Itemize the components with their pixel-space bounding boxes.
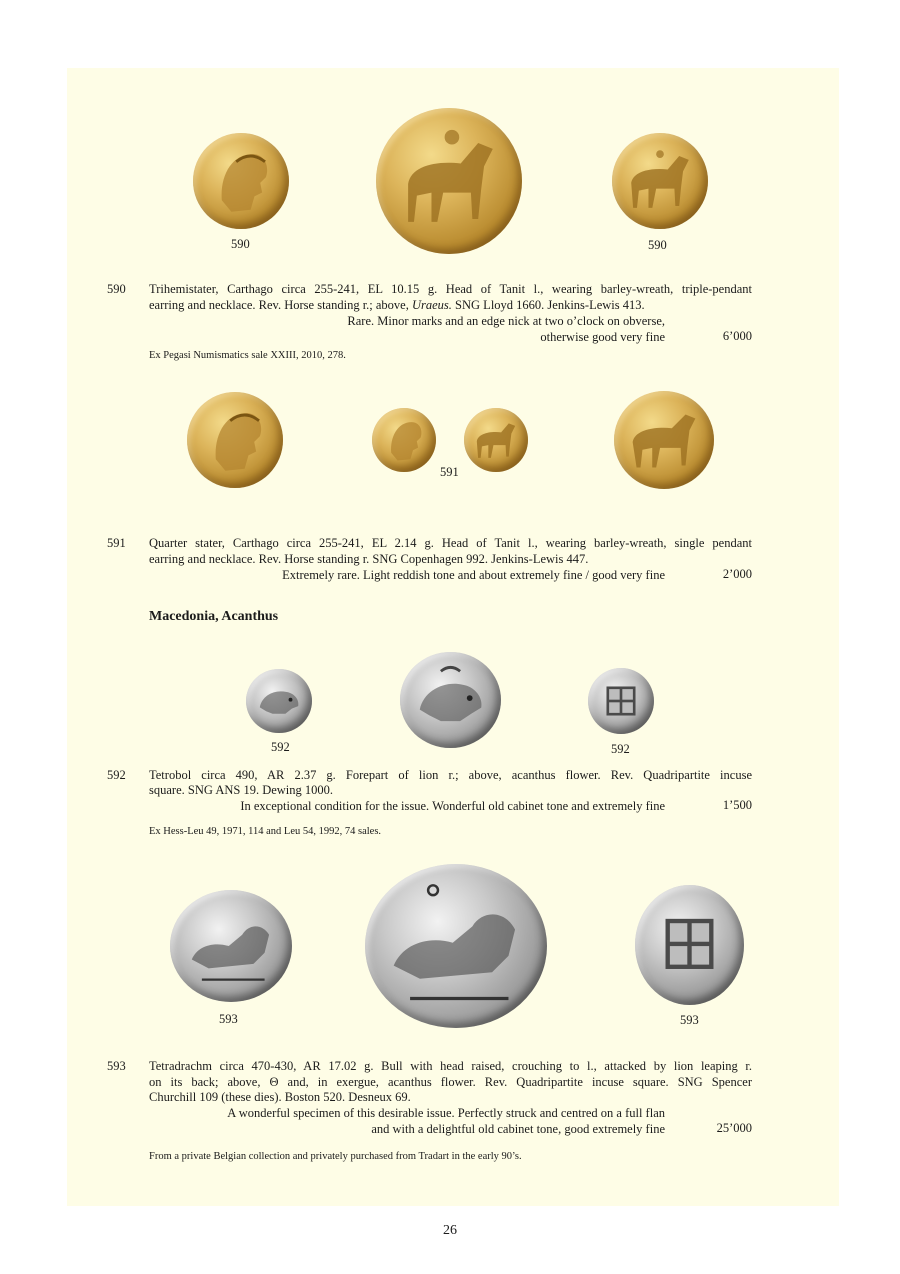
coin-590-reverse-small xyxy=(612,133,708,229)
estimate: 1’500 xyxy=(722,798,752,812)
page-number: 26 xyxy=(443,1223,457,1238)
horse-icon xyxy=(464,408,528,472)
condition-line: and with a delightful old cabinet tone, good extremely fine xyxy=(371,1122,665,1136)
coin-593-obverse-large xyxy=(365,864,547,1028)
lot-number: 593 xyxy=(107,1059,126,1073)
horse-icon xyxy=(614,391,714,489)
condition-line: Extremely rare. Light reddish tone and about extremely fine / good very fine xyxy=(282,568,665,582)
provenance: Ex Hess-Leu 49, 1971, 114 and Leu 54, 1992, 74 sales. xyxy=(149,826,382,837)
incuse-square-icon xyxy=(588,668,654,734)
desc-italic: Uraeus. xyxy=(411,298,452,312)
coin-591-reverse-actual xyxy=(464,408,528,472)
horse-icon xyxy=(376,108,522,254)
lion-forepart-icon xyxy=(400,652,501,748)
desc-text: earring and necklace. Rev. Horse standing r.; above, xyxy=(149,298,412,312)
coin-592-obverse-large xyxy=(400,652,501,748)
bull-and-lion-icon xyxy=(170,890,292,1002)
coin-592-obverse-small xyxy=(246,669,312,733)
lot-description-line: earring and necklace. Rev. Horse standing r. SNG Copenhagen 992. Jenkins-Lewis 447. xyxy=(149,552,589,566)
coin-591-obverse-enlarged xyxy=(187,392,283,488)
coin-593-reverse-small xyxy=(635,885,744,1005)
coin-592-reverse-small xyxy=(588,668,654,734)
desc-text: SNG Lloyd 1660. Jenkins-Lewis 413. xyxy=(451,298,645,312)
bull-and-lion-icon xyxy=(365,864,547,1028)
coin-590-obverse-large xyxy=(376,108,522,254)
coin-593-obverse-small xyxy=(170,890,292,1002)
condition-line: otherwise good very fine xyxy=(540,330,665,344)
lot-number: 592 xyxy=(107,768,126,782)
condition-line: Rare. Minor marks and an edge nick at two o’clock on obverse, xyxy=(347,314,665,328)
tanit-head-icon xyxy=(187,392,283,488)
lot-description-line: Tetradrachm circa 470-430, AR 17.02 g. Bull with head raised, crouching to l., attacked by lion leaping r. xyxy=(149,1059,752,1073)
condition-line: In exceptional condition for the issue. Wonderful old cabinet tone and extremely fine xyxy=(240,799,665,813)
incuse-square-icon xyxy=(635,885,744,1005)
condition-line: A wonderful specimen of this desirable issue. Perfectly struck and centred on a full flan xyxy=(227,1106,665,1120)
image-label: 591 xyxy=(440,465,459,479)
estimate: 6’000 xyxy=(722,329,752,343)
coin-591-obverse-actual xyxy=(372,408,436,472)
section-heading: Macedonia, Acanthus xyxy=(149,609,279,624)
provenance: From a private Belgian collection and privately purchased from Tradart in the early 90’s. xyxy=(149,1151,522,1162)
lot-number: 590 xyxy=(107,282,126,296)
image-label: 593 xyxy=(680,1013,699,1027)
image-label: 593 xyxy=(219,1012,238,1026)
tanit-head-icon xyxy=(193,133,289,229)
image-label: 592 xyxy=(271,740,290,754)
image-label: 592 xyxy=(611,742,630,756)
tanit-head-icon xyxy=(372,408,436,472)
image-label: 590 xyxy=(648,238,667,252)
lot-number: 591 xyxy=(107,536,126,550)
lot-description-line: Quarter stater, Carthago circa 255-241, EL 2.14 g. Head of Tanit l., wearing barley-wreath, single pendant xyxy=(149,536,752,550)
estimate: 25’000 xyxy=(716,1121,752,1135)
lot-description-line: Tetrobol circa 490, AR 2.37 g. Forepart of lion r.; above, acanthus flower. Rev. Quadripartite incuse xyxy=(149,768,752,782)
lot-description-line: square. SNG ANS 19. Dewing 1000. xyxy=(149,783,334,797)
estimate: 2’000 xyxy=(722,567,752,581)
coin-590-obverse-small xyxy=(193,133,289,229)
coin-591-reverse-enlarged xyxy=(614,391,714,489)
lot-description-line: on its back; above, Θ and, in exergue, acanthus flower. Rev. Quadripartite incuse square. SNG Spencer xyxy=(149,1075,752,1089)
lot-description-line xyxy=(149,297,645,313)
image-label: 590 xyxy=(231,237,250,251)
lion-forepart-icon xyxy=(246,669,312,733)
lot-description-line: Churchill 109 (these dies). Boston 520. Desneux 69. xyxy=(149,1090,411,1104)
provenance: Ex Pegasi Numismatics sale XXIII, 2010, 278. xyxy=(149,350,346,361)
lot-description-line: Trihemistater, Carthago circa 255-241, EL 10.15 g. Head of Tanit l., wearing barley-wreath, triple-pendant xyxy=(149,282,752,296)
horse-icon xyxy=(612,133,708,229)
